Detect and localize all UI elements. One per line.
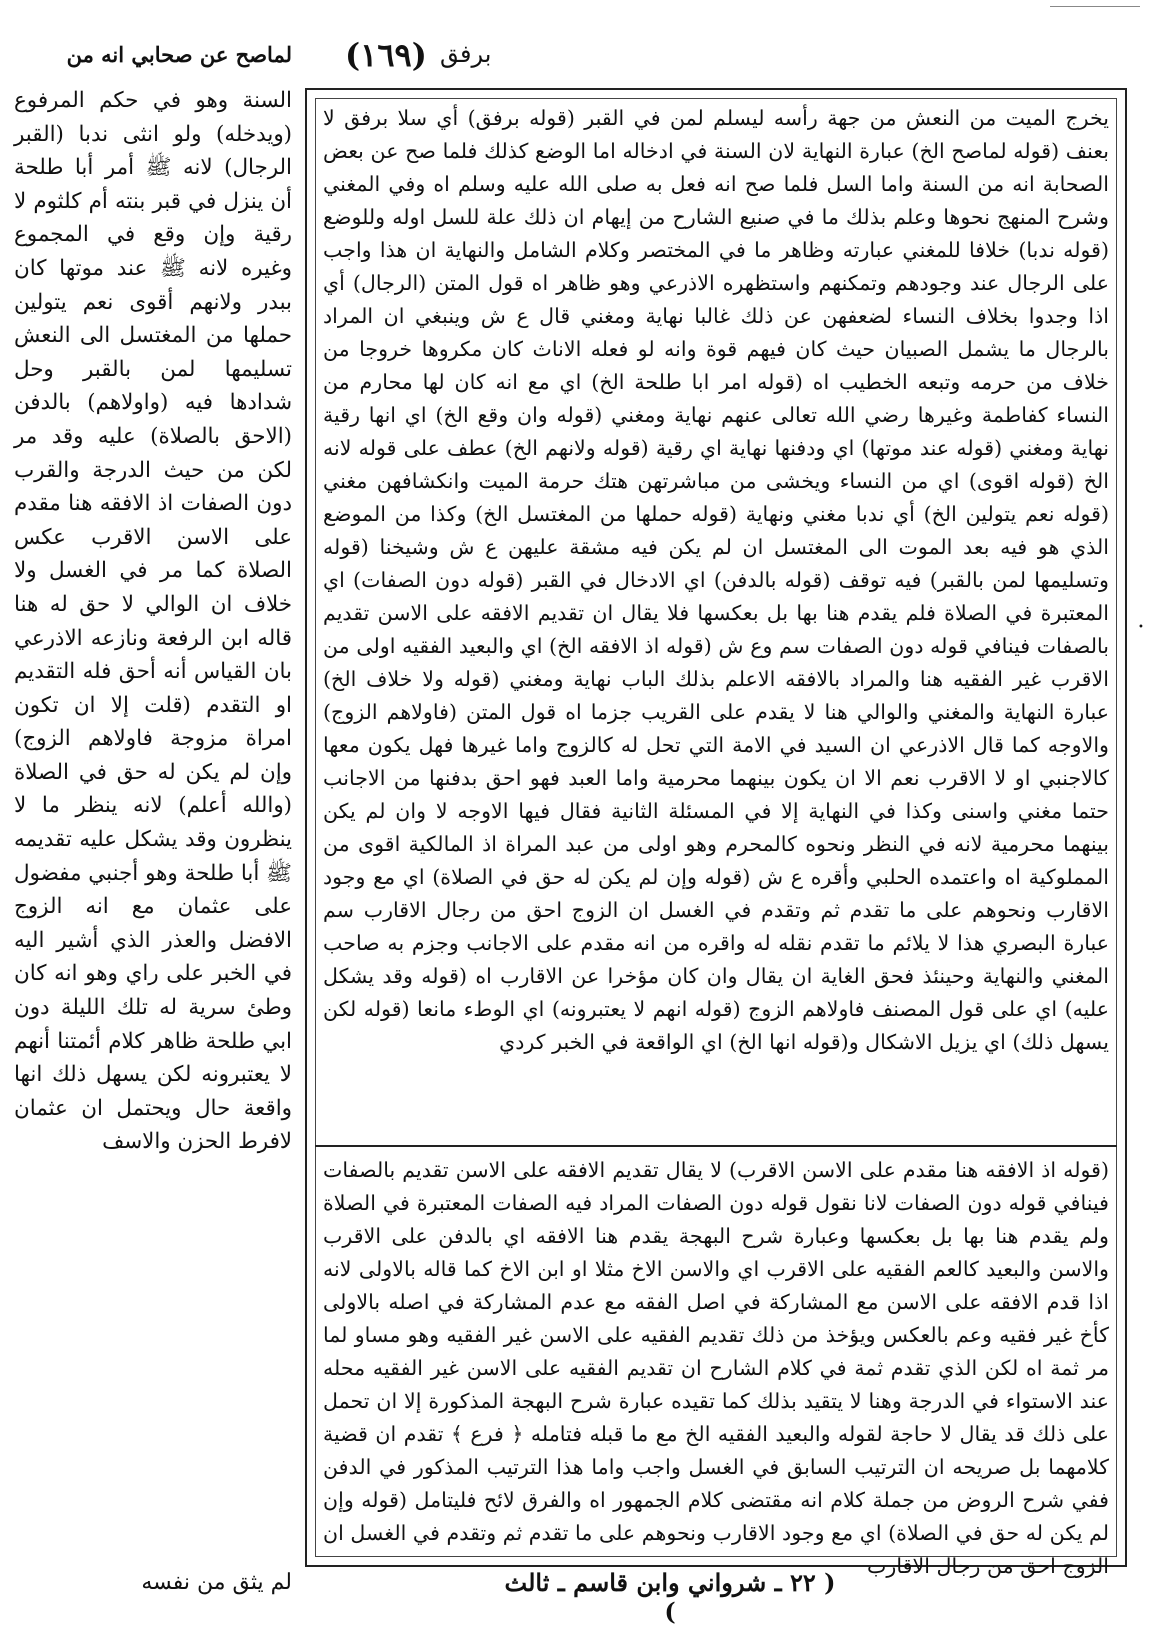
header-catchword: برفق (440, 40, 492, 68)
side-column-top-line: لماصح عن صحابي انه من (66, 42, 292, 67)
side-column-text: السنة وهو في حكم المرفوع (ويدخله) ولو انثى ندبا (القبر الرجال) لانه ﷺ أمر أبا طلحة أن ينزل في قبر بنته أم كلثوم لا رقية وإن وقع في المجموع وغيره لانه ﷺ عند موتها كان ببدر ولانهم أقوى نعم يتولين حملها من المغتسل الى النعش تسليمها لمن بالقبر وحل شدادها فيه (واولاهم) بالدفن (الاحق بالصلاة) عليه وقد مر لكن من حيث الدرجة والقرب دون الصفات اذ الافقه هنا مقدم على الاسن الاقرب عكس الصلاة كما مر في الغسل ولا خلاف ان الوالي لا حق له هنا قاله ابن الرفعة ونازعه الاذرعي بان القياس أنه أحق فله التقديم او التقدم (قلت إلا ان تكون امراة مزوجة فاولاهم الزوج) وإن لم يكن له حق في الصلاة (والله أعلم) لانه ينظر ما لا ينظرون وقد يشكل عليه تقديمه ﷺ أبا طلحة وهو أجنبي مفضول على عثمان مع انه الزوج الافضل والعذر الذي أشير اليه في الخبر على راي وهو انه كان وطئ سرية له تلك الليلة دون ابي طلحة ظاهر كلام أئمتنا أنهم لا يعتبرونه لكن يسهل ذلك انها واقعة حال ويحتمل ان عثمان لافرط الحزن والاسف (14, 88, 292, 1155)
top-edge-rule (1050, 6, 1140, 7)
main-commentary-text: يخرج الميت من النعش من جهة رأسه ليسلم لمن في القبر (قوله برفق) أي سلا برفق لا بعنف (قوله لماصح الخ) عبارة النهاية لان السنة في ادخاله اما الوضع كذلك فلما صح عن بعض الصحابة انه من السنة واما السل فلما صح انه فعل به صلى الله عليه وسلم اه وفي المغني وشرح المنهج نحوها وعلم بذلك ما في صنيع الشارح من إيهام ان ذلك علة للسل اوله وللوضع (قوله ندبا) خلافا للمغني عبارته وظاهر ما في المختصر وكلام الشامل والنهاية ان هذا واجب على الرجال عند وجودهم وتمكنهم واستظهره الاذرعي وهو ظاهر اه قول المتن (الرجال) أي اذا وجدوا بخلاف النساء لضعفهن عن ذلك غالبا نهاية ومغني قال ع ش وينبغي ان المراد بالرجال ما يشمل الصبيان حيث كان فيهم قوة وانه لو فعله الاناث كان مكروها خروجا من خلاف من حرمه وتبعه الخطيب اه (قوله امر ابا طلحة الخ) اي مع انه كان لها محارم من النساء كفاطمة وغيرها رضي الله تعالى عنهم نهاية ومغني (قوله وان وقع الخ) اي انها رقية نهاية ومغني (قوله عند موتها) اي ودفنها نهاية اي رقية (قوله ولانهم الخ) عطف على قوله لانه الخ (قوله اقوى) اي من النساء ويخشى من مباشرتهن هتك حرمة الميت وانكشافهن مغني (قوله نعم يتولين الخ) أي ندبا مغني ونهاية (قوله حملها من المغتسل الخ) وكذا من الموضع الذي هو فيه بعد الموت الى المغتسل ان لم يكن فيه مشقة عليهن ع ش وشيخنا (قوله وتسليمها لمن بالقبر) فيه توقف (قوله بالدفن) اي الادخال في القبر (قوله دون الصفات) اي المعتبرة في الصلاة فلم يقدم هنا بها بل بعكسها فلا يقال ان تقديم الافقه على الاسن تقديم بالصفات فينافي قوله دون الصفات سم وع ش (قوله اذ الافقه الخ) اي والبعيد الفقيه اولى من الاقرب غير الفقيه هنا والمراد بالافقه الاعلم بذلك الباب نهاية ومغني (قوله ولا خلاف الخ) عبارة النهاية والمغني والوالي هنا لا يقدم على القريب جزما اه قول المتن (فاولاهم الزوج) والاوجه كما قال الاذرعي ان السيد في الامة التي تحل له كالزوج واما غيرها فهل يكون معها كالاجنبي او لا الاقرب نعم الا ان يكون بينهما محرمية واما العبد فهو احق بدفنها من الاجانب حتما مغني واسنى وكذا في النهاية إلا في المسئلة الثانية فقال فيها الاوجه لا وان لم يكن بينهما محرمية لانه في النظر ونحوه كالمحرم وهو اولى من عبد المراة اذ المالكية اقوى من المملوكية اه واعتمده الحلبي وأقره ع ش (قوله وإن لم يكن له حق في الصلاة) اي مع وجود الاقارب ونحوهم على ما تقدم ثم وتقدم في الغسل ان الزوج احق من رجال الاقارب سم عبارة البصري هذا لا يلائم ما تقدم نقله له واقره من انه مقدم على الاجانب وجزم به صاحب المغني والنهاية وحينئذ فحق الغاية ان يقال وان كان مؤخرا عن الاقارب اه (قوله وقد يشكل عليه) اي على قول المصنف فاولاهم الزوج (قوله انهم لا يعتبرونه) اي الوطء مانعا (قوله لكن يسهل ذلك) اي يزيل الاشكال و(قوله انها الخ) اي الواقعة في الخبر كردي (323, 106, 1109, 1054)
lower-commentary-text: (قوله اذ الافقه هنا مقدم على الاسن الاقرب) لا يقال تقديم الافقه على الاسن تقديم بالصفات فينافي قوله دون الصفات لانا نقول قوله دون الصفات المراد فيه الصفات المعتبرة في الصلاة ولم يقدم هنا بها بل بعكسها وعبارة شرح البهجة يقدم هنا الافقه اي بالدفن على الاقرب والاسن والبعيد كالعم الفقيه على الاقرب اي والاسن الاخ مثلا او ابن الاخ كما قاله بالاولى لانه اذا قدم الافقه على الاسن مع المشاركة في اصل الفقه مع عدم المشاركة في اصله بالاولى كأخ غير فقيه وعم بالعكس ويؤخذ من ذلك تقديم الفقيه على الاسن غير الفقيه وهو مساو لما مر ثمة اه لكن الذي تقدم ثمة في كلام الشارح ان تقديم الفقيه على الاسن غير الفقيه محله عند الاستواء في الدرجة وهنا لا يتقيد بذلك كما تقيده عبارة شرح البهجة المذكورة إلا ان تحمل على ذلك قد يقال لا حاجة لقوله والبعيد الفقيه الخ مع ما قبله فتامله ﴿ فرع ﴾ تقدم ان قضية كلامهما بل صريحه ان الترتيب السابق في الغسل واجب واما هذا الترتيب المذكور في الدفن ففي شرح الروض من جملة كلام انه مقتضى كلام الجمهور اه والفرق لائح فليتامل (قوله وإن لم يكن له حق في الصلاة) اي مع وجود الاقارب ونحوهم على ما تقدم ثم وتقدم في الغسل ان الزوج احق من رجال الاقارب (323, 1158, 1109, 1578)
page-number: (١٦٩) (345, 36, 427, 74)
commentary-frame (305, 88, 1127, 1578)
side-column-bottom-line: لم يثق من نفسه (141, 1570, 292, 1595)
commentary-divider (315, 1145, 1117, 1147)
margin-dot: • (1138, 622, 1144, 633)
footer-signature: ( ٢٢ ـ شرواني وابن قاسم ـ ثالث ) (504, 1568, 836, 1626)
